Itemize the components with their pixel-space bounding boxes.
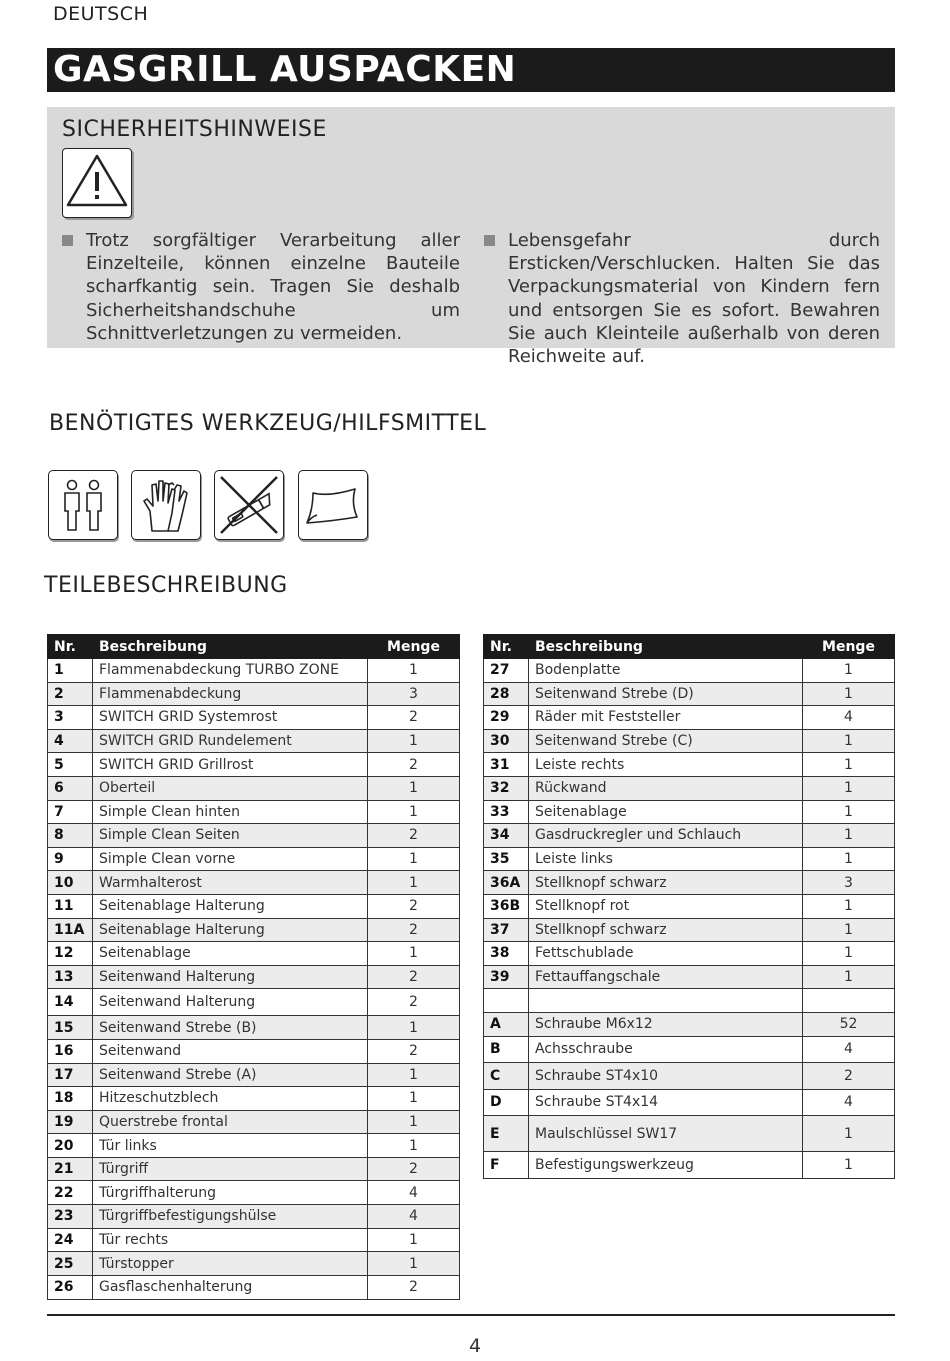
cell-nr: 28: [484, 682, 529, 706]
cell-quantity: 1: [368, 1134, 460, 1158]
safety-bullet-text: Trotz sorgfältiger Verarbeitung aller Einzelteile, können einzelne Bauteile scharfkantig sein. Tragen Sie deshalb Sicherheitshandschuhe um Schnittverletzungen zu vermeiden.: [86, 230, 460, 344]
cell-nr: 27: [484, 659, 529, 683]
cell-nr: 23: [48, 1205, 93, 1229]
cell-description: Schraube ST4x10: [529, 1063, 803, 1090]
safety-bullet-1: [62, 229, 460, 345]
cell-description: Seitenablage: [93, 942, 368, 966]
table-row: [48, 942, 460, 966]
cell-quantity: 1: [803, 824, 895, 848]
language-label: DEUTSCH: [53, 3, 149, 25]
cell-description: Türgriff: [93, 1157, 368, 1181]
table-row: [484, 847, 895, 871]
cell-description: Stellknopf rot: [529, 894, 803, 918]
table-row: [48, 824, 460, 848]
cell-description: Flammenabdeckung TURBO ZONE: [93, 659, 368, 683]
cell-nr: 24: [48, 1228, 93, 1252]
table-row: [48, 776, 460, 800]
cell-nr: 15: [48, 1016, 93, 1040]
cell-quantity: 2: [368, 1157, 460, 1181]
cell-nr: 34: [484, 824, 529, 848]
cell-description: Seitenwand: [93, 1039, 368, 1063]
parts-table-right: [483, 634, 895, 1179]
table-row: [484, 918, 895, 942]
tools-heading: BENÖTIGTES WERKZEUG/HILFSMITTEL: [49, 411, 487, 436]
cell-nr: 7: [48, 800, 93, 824]
table-row: [48, 1181, 460, 1205]
cell-nr: 36B: [484, 894, 529, 918]
cell-description: Seitenwand Strebe (C): [529, 729, 803, 753]
cell-nr: 20: [48, 1134, 93, 1158]
cell-nr: 36A: [484, 871, 529, 895]
table-row: [48, 800, 460, 824]
cell-description: Seitenwand Strebe (A): [93, 1063, 368, 1087]
cell-description: SWITCH GRID Grillrost: [93, 753, 368, 777]
table-row: [484, 729, 895, 753]
cell-nr: 9: [48, 847, 93, 871]
cell-description: Fettauffangschale: [529, 965, 803, 989]
table-row: [48, 1134, 460, 1158]
table-row: [48, 1228, 460, 1252]
table-row: [48, 989, 460, 1016]
table-row: [484, 1152, 895, 1179]
cell-quantity: 2: [368, 824, 460, 848]
cell-quantity: 1: [803, 942, 895, 966]
cell-description: Seitenwand Strebe (B): [93, 1016, 368, 1040]
cell-description: SWITCH GRID Rundelement: [93, 729, 368, 753]
cell-nr: 29: [484, 706, 529, 730]
table-row: [484, 800, 895, 824]
spacer-row: [484, 989, 895, 1013]
cell-quantity: 1: [803, 1116, 895, 1152]
page-number: 4: [468, 1335, 482, 1357]
cell-quantity: 2: [368, 1275, 460, 1299]
column-header-description: Beschreibung: [93, 635, 368, 659]
cell-quantity: 2: [368, 989, 460, 1016]
cell-nr: 14: [48, 989, 93, 1016]
cell-nr: C: [484, 1063, 529, 1090]
table-row: [484, 824, 895, 848]
cell-quantity: 2: [368, 965, 460, 989]
cell-description: Simple Clean Seiten: [93, 824, 368, 848]
cell-quantity: 1: [368, 1016, 460, 1040]
cell-nr: 17: [48, 1063, 93, 1087]
cell-description: Simple Clean hinten: [93, 800, 368, 824]
safety-heading: SICHERHEITSHINWEISE: [62, 117, 327, 142]
cell-description: Schraube ST4x14: [529, 1089, 803, 1116]
table-row: [48, 753, 460, 777]
cell-description: Flammenabdeckung: [93, 682, 368, 706]
cell-nr: 37: [484, 918, 529, 942]
cell-quantity: 1: [803, 965, 895, 989]
table-row: [48, 1063, 460, 1087]
cell-quantity: 2: [803, 1063, 895, 1090]
cell-quantity: 1: [368, 847, 460, 871]
table-row: [48, 965, 460, 989]
cell-nr: 11: [48, 894, 93, 918]
cell-quantity: 1: [368, 1252, 460, 1276]
table-row: [484, 706, 895, 730]
cell-nr: 1: [48, 659, 93, 683]
cell-description: Gasdruckregler und Schlauch: [529, 824, 803, 848]
cell-quantity: 1: [368, 1063, 460, 1087]
table-row: [484, 1063, 895, 1090]
cell-quantity: 1: [803, 918, 895, 942]
column-header-description: Beschreibung: [529, 635, 803, 659]
table-row: [484, 682, 895, 706]
table-body: [484, 659, 895, 1179]
cell-description: Leiste links: [529, 847, 803, 871]
cell-nr: D: [484, 1089, 529, 1116]
footer-divider: [47, 1314, 895, 1316]
cell-nr: 4: [48, 729, 93, 753]
cell-description: Räder mit Feststeller: [529, 706, 803, 730]
column-header-quantity: Menge: [803, 635, 895, 659]
cell-nr: 12: [48, 942, 93, 966]
cell-description: Fettschublade: [529, 942, 803, 966]
cell-quantity: 1: [368, 1228, 460, 1252]
safety-box: [47, 107, 895, 368]
table-row: [48, 1087, 460, 1111]
table-row: [484, 942, 895, 966]
cell-quantity: 1: [803, 682, 895, 706]
cell-quantity: 4: [368, 1205, 460, 1229]
cell-nr: 19: [48, 1110, 93, 1134]
table-row: [48, 729, 460, 753]
cell-description: [529, 989, 803, 1013]
cell-quantity: 1: [803, 894, 895, 918]
cell-nr: 13: [48, 965, 93, 989]
column-header-nr: Nr.: [48, 635, 93, 659]
cell-nr: F: [484, 1152, 529, 1179]
table-header-row: [48, 635, 460, 659]
cell-quantity: 1: [368, 1087, 460, 1111]
cell-quantity: 1: [368, 776, 460, 800]
cell-quantity: 1: [803, 659, 895, 683]
table-row: [48, 918, 460, 942]
table-row: [48, 1016, 460, 1040]
cell-quantity: 1: [368, 1110, 460, 1134]
cell-description: Seitenwand Strebe (D): [529, 682, 803, 706]
cell-nr: 31: [484, 753, 529, 777]
cell-quantity: 1: [368, 871, 460, 895]
cell-description: Simple Clean vorne: [93, 847, 368, 871]
cell-nr: E: [484, 1116, 529, 1152]
title-bar: [47, 48, 895, 92]
cell-quantity: 1: [803, 753, 895, 777]
cell-quantity: 2: [368, 753, 460, 777]
cell-quantity: 4: [803, 1036, 895, 1063]
cell-description: Maulschlüssel SW17: [529, 1116, 803, 1152]
cell-quantity: 2: [368, 1039, 460, 1063]
cell-quantity: 3: [803, 871, 895, 895]
safety-bullet-text: Lebensgefahr durch Ersticken/Verschlucken. Halten Sie das Verpackungsmaterial von Kindern fern und entsorgen Sie es sofort. Bewahren Sie auch Kleinteile außerhalb von deren Reichweite auf.: [508, 230, 880, 368]
cell-quantity: 2: [368, 706, 460, 730]
cell-nr: 2: [48, 682, 93, 706]
bullet-square-icon: [484, 235, 495, 246]
safety-bullet-2: [484, 229, 880, 368]
cell-nr: 8: [48, 824, 93, 848]
table-row: [484, 1036, 895, 1063]
cell-description: Querstrebe frontal: [93, 1110, 368, 1134]
cell-nr: 33: [484, 800, 529, 824]
table-body: [48, 659, 460, 1300]
cell-quantity: 1: [368, 942, 460, 966]
cell-description: Schraube M6x12: [529, 1012, 803, 1036]
cell-quantity: 4: [803, 706, 895, 730]
table-row: [48, 706, 460, 730]
cell-description: Seitenablage Halterung: [93, 918, 368, 942]
cell-nr: 35: [484, 847, 529, 871]
cell-description: Befestigungswerkzeug: [529, 1152, 803, 1179]
table-row: [484, 1116, 895, 1152]
cell-nr: 22: [48, 1181, 93, 1205]
cell-nr: 11A: [48, 918, 93, 942]
cell-description: Seitenwand Halterung: [93, 989, 368, 1016]
table-row: [48, 1205, 460, 1229]
warning-triangle-icon: [62, 148, 132, 218]
table-row: [48, 659, 460, 683]
page-title: GASGRILL AUSPACKEN: [53, 49, 517, 90]
table-header-row: [484, 635, 895, 659]
table-row: [48, 1110, 460, 1134]
cell-description: Türgriffbefestigungshülse: [93, 1205, 368, 1229]
table-row: [48, 894, 460, 918]
cell-quantity: 1: [803, 776, 895, 800]
cell-quantity: 1: [368, 800, 460, 824]
cell-description: Stellknopf schwarz: [529, 918, 803, 942]
cell-description: Türgriffhalterung: [93, 1181, 368, 1205]
table-row: [484, 776, 895, 800]
cell-quantity: 4: [368, 1181, 460, 1205]
cell-nr: 25: [48, 1252, 93, 1276]
cell-nr: A: [484, 1012, 529, 1036]
cell-quantity: 4: [803, 1089, 895, 1116]
cell-quantity: 2: [368, 918, 460, 942]
cell-quantity: 2: [368, 894, 460, 918]
cell-nr: 32: [484, 776, 529, 800]
two-persons-icon: [48, 470, 118, 540]
cell-description: Türstopper: [93, 1252, 368, 1276]
cell-description: Seitenwand Halterung: [93, 965, 368, 989]
table-row: [484, 871, 895, 895]
cell-quantity: [803, 989, 895, 1013]
blanket-icon: [298, 470, 368, 540]
cell-description: Seitenablage Halterung: [93, 894, 368, 918]
cell-nr: 26: [48, 1275, 93, 1299]
cell-quantity: 1: [803, 1152, 895, 1179]
cell-nr: 38: [484, 942, 529, 966]
table-row: [48, 1039, 460, 1063]
column-header-quantity: Menge: [368, 635, 460, 659]
cell-nr: [484, 989, 529, 1013]
cell-description: Gasflaschenhalterung: [93, 1275, 368, 1299]
parts-table-left: [47, 634, 460, 1300]
table-row: [48, 1157, 460, 1181]
cell-nr: 6: [48, 776, 93, 800]
cell-description: Achsschraube: [529, 1036, 803, 1063]
cell-nr: 16: [48, 1039, 93, 1063]
cell-description: Bodenplatte: [529, 659, 803, 683]
cell-nr: 30: [484, 729, 529, 753]
cell-description: Oberteil: [93, 776, 368, 800]
table-row: [48, 847, 460, 871]
cell-nr: 3: [48, 706, 93, 730]
cell-quantity: 1: [803, 800, 895, 824]
table-row: [484, 753, 895, 777]
cell-description: Warmhalterost: [93, 871, 368, 895]
cell-description: Tür rechts: [93, 1228, 368, 1252]
cell-description: Hitzeschutzblech: [93, 1087, 368, 1111]
table-row: [48, 1275, 460, 1299]
bullet-square-icon: [62, 235, 73, 246]
cell-nr: 18: [48, 1087, 93, 1111]
cell-nr: 21: [48, 1157, 93, 1181]
cell-quantity: 3: [368, 682, 460, 706]
cell-description: Tür links: [93, 1134, 368, 1158]
table-row: [484, 965, 895, 989]
cell-nr: 10: [48, 871, 93, 895]
table-row: [484, 1012, 895, 1036]
cell-description: SWITCH GRID Systemrost: [93, 706, 368, 730]
cell-quantity: 1: [803, 847, 895, 871]
table-row: [484, 1089, 895, 1116]
cell-description: Seitenablage: [529, 800, 803, 824]
cell-quantity: 1: [368, 659, 460, 683]
table-row: [48, 871, 460, 895]
cell-quantity: 1: [368, 729, 460, 753]
table-row: [48, 1252, 460, 1276]
table-row: [48, 682, 460, 706]
table-row: [484, 659, 895, 683]
parts-heading: TEILEBESCHREIBUNG: [44, 573, 288, 598]
cell-description: Stellknopf schwarz: [529, 871, 803, 895]
no-knife-icon: [214, 470, 284, 540]
gloves-icon: [131, 470, 201, 540]
cell-nr: B: [484, 1036, 529, 1063]
cell-nr: 39: [484, 965, 529, 989]
cell-description: Rückwand: [529, 776, 803, 800]
table-row: [484, 894, 895, 918]
cell-quantity: 52: [803, 1012, 895, 1036]
cell-quantity: 1: [803, 729, 895, 753]
column-header-nr: Nr.: [484, 635, 529, 659]
cell-description: Leiste rechts: [529, 753, 803, 777]
cell-nr: 5: [48, 753, 93, 777]
